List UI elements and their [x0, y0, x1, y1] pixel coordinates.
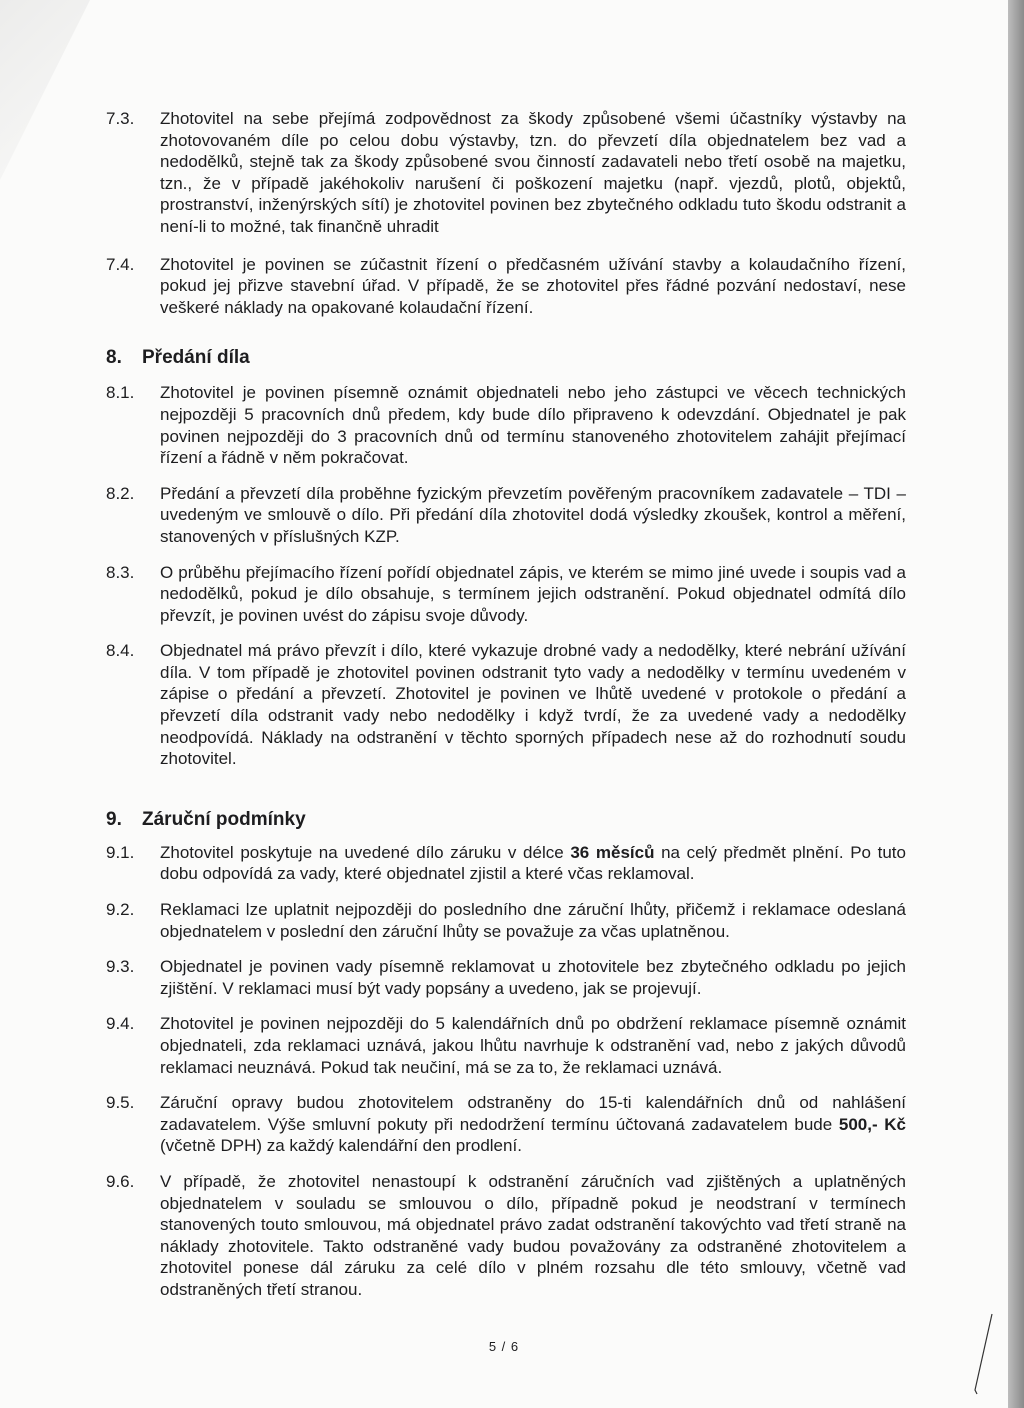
clause-9-6 — [106, 1171, 906, 1301]
clause-text: Předání a převzetí díla proběhne fyzickým převzetím pověřeným pracovníkem zadavatele – TDI – uvedeným ve smlouvě o dílo. Při předání díla zhotovitel dodá výsledky zkoušek, kontrol a měření, stanovených v příslušných KZP. — [160, 483, 906, 546]
clause-text-part: Zhotovitel poskytuje na uvedené dílo záruku v délce — [160, 842, 571, 862]
clause-9-4 — [106, 1013, 906, 1078]
clause-text: Zhotovitel je povinen se zúčastnit řízení o předčasném užívání stavby a kolaudačního řízení, pokud jej přizve stavební úřad. V případě, že se zhotovitel přes řádné pozvání nedostaví, nese veškeré náklady na opakované kolaudační řízení. — [160, 254, 906, 317]
clause-7-4 — [106, 254, 906, 319]
clause-number: 7.4. — [106, 254, 135, 274]
page-fold-shadow — [0, 0, 90, 180]
page-number: 5 / 6 — [488, 1339, 520, 1354]
clause-number: 9.2. — [106, 900, 135, 920]
clause-9-2 — [106, 899, 906, 942]
clause-text: Objednatel je povinen vady písemně reklamovat u zhotovitele bez zbytečného odkladu po jejich zjištění. V reklamaci musí být vady popsány a uvedeno, jak se projevují. — [160, 957, 906, 998]
clause-number: 9.1. — [106, 842, 135, 862]
clause-7-3 — [106, 108, 906, 238]
clause-number: 7.3. — [106, 109, 135, 128]
clause-8-1 — [106, 382, 906, 468]
section-heading-8 — [106, 346, 906, 370]
clause-8-4 — [106, 640, 906, 770]
clause-text-part: na celý předmět plnění. Po tuto dobu odpovídá za vady, které objednatel zjistil a které včas reklamoval. — [160, 842, 906, 884]
section-title: Záruční podmínky — [142, 808, 306, 830]
clause-number: 8.2. — [106, 483, 135, 503]
clause-number: 9.5. — [106, 1093, 135, 1113]
section-heading-9 — [106, 808, 906, 832]
clause-number: 8.1. — [106, 383, 135, 403]
penalty-amount: 500,- Kč — [838, 1114, 907, 1134]
clause-number: 9.4. — [106, 1014, 135, 1034]
section-number: 9. — [106, 808, 122, 830]
clause-number: 8.3. — [106, 562, 135, 582]
page-content — [106, 108, 906, 1301]
clause-8-2 — [106, 483, 906, 548]
clause-number: 8.4. — [106, 641, 135, 661]
clause-text: V případě, že zhotovitel nenastoupí k odstranění záručních vad zjištěných a uplatněných objednatelem v souladu se smlouvou o dílo, případně pokud je neodstraní v termínech stanovených touto smlouvou, má objednatel právo zadat odstranění takovýchto vad třetí straně na náklady zhotovitele. Takto odstraněné vady budou považovány za odstraněné zhotovitelem a zhotovitel ponese dál záruku za celé dílo v plném rozsahu dle této smlouvy, včetně vad odstraněných třetí stranou. — [160, 1171, 906, 1299]
clause-text: Zhotovitel na sebe přejímá zodpovědnost za škody způsobené všemi účastníky výstavby na zhotovovaném díle po celou dobu výstavby, tzn. do převzetí díla objednatelem bez vad a nedodělků, stejně tak za škody způsobené svou činností zadavateli nebo třetí osobě na majetku, tzn., že v případě jakéhokoliv narušení či poškození majetku (např. vjezdů, plotů, objektů, prostranství, inženýrských sítí) je zhotovitel povinen bez zbytečného odkladu tuto škodu odstranit a není-li to možné, tak finančně uhradit — [160, 109, 906, 236]
clause-text: Reklamaci lze uplatnit nejpozději do posledního dne záruční lhůty, přičemž i reklamace odeslaná objednatelem v poslední den záruční lhůty se považuje za včas uplatněnou. — [160, 900, 906, 941]
section-number: 8. — [106, 347, 122, 369]
clause-text: Zhotovitel je povinen nejpozději do 5 kalendářních dnů po obdržení reklamace písemně oznámit objednateli, zda reklamaci uznává, jakou lhůtu navrhuje k odstranění vad, nebo z jakých důvodů reklamaci neuznává. Pokud tak neučiní, má se za to, že reklamaci uznává. — [160, 1014, 906, 1077]
clause-text-part: (včetně DPH) za každý kalendářní den prodlení. — [160, 1136, 522, 1156]
clause-8-3 — [106, 562, 906, 627]
section-title: Předání díla — [142, 347, 250, 369]
clause-9-3 — [106, 956, 906, 999]
clause-number: 9.3. — [106, 957, 135, 977]
scan-edge-shadow — [1008, 0, 1024, 1408]
clause-text: O průběhu přejímacího řízení pořídí objednatel zápis, ve kterém se mimo jiné uvede i soupis vad a nedodělků, pokud je dílo obsahuje, s termínem jejich odstranění. Pokud objednatel odmítá dílo převzít, je povinen uvést do zápisu svoje důvody. — [160, 562, 906, 625]
clause-text — [160, 1092, 906, 1157]
clause-9-5 — [106, 1092, 906, 1157]
clause-text: Objednatel má právo převzít i dílo, které vykazuje drobné vady a nedodělky, které nebrání užívání díla. V tom případě je zhotovitel povinen odstranit tyto vady a nedodělky v termínu uvedeném v zápise o předání a převzetí. Zhotovitel je povinen ve lhůtě uvedené v protokole o předání a převzetí díla odstranit vady nebo nedodělky i když tvrdí, že za uvedené vady a nedodělky neodpovídá. Náklady na odstranění v těchto sporných případech nese až do rozhodnutí soudu zhotovitel. — [160, 641, 906, 769]
warranty-period: 36 měsíců — [570, 842, 655, 862]
clause-text: Zhotovitel je povinen písemně oznámit objednateli nebo jeho zástupci ve věcech technických nejpozději 5 pracovních dnů předem, kdy bude dílo připraveno k odevzdání. Objednatel je pak povinen nejpozději do 3 pracovních dnů od termínu stanoveného zhotovitelem zahájit přejímací řízení a řádně v něm pokračovat. — [160, 383, 906, 468]
clause-text — [160, 842, 906, 885]
clause-text-part: Záruční opravy budou zhotovitelem odstraněny do 15-ti kalendářních dnů od nahlášení zadavatelem. Výše smluvní pokuty při nedodržení termínu účtovaná zadavatelem bude — [160, 1093, 906, 1134]
pen-mark-icon — [968, 1310, 998, 1400]
clause-9-1 — [106, 842, 906, 885]
clause-number: 9.6. — [106, 1171, 135, 1191]
